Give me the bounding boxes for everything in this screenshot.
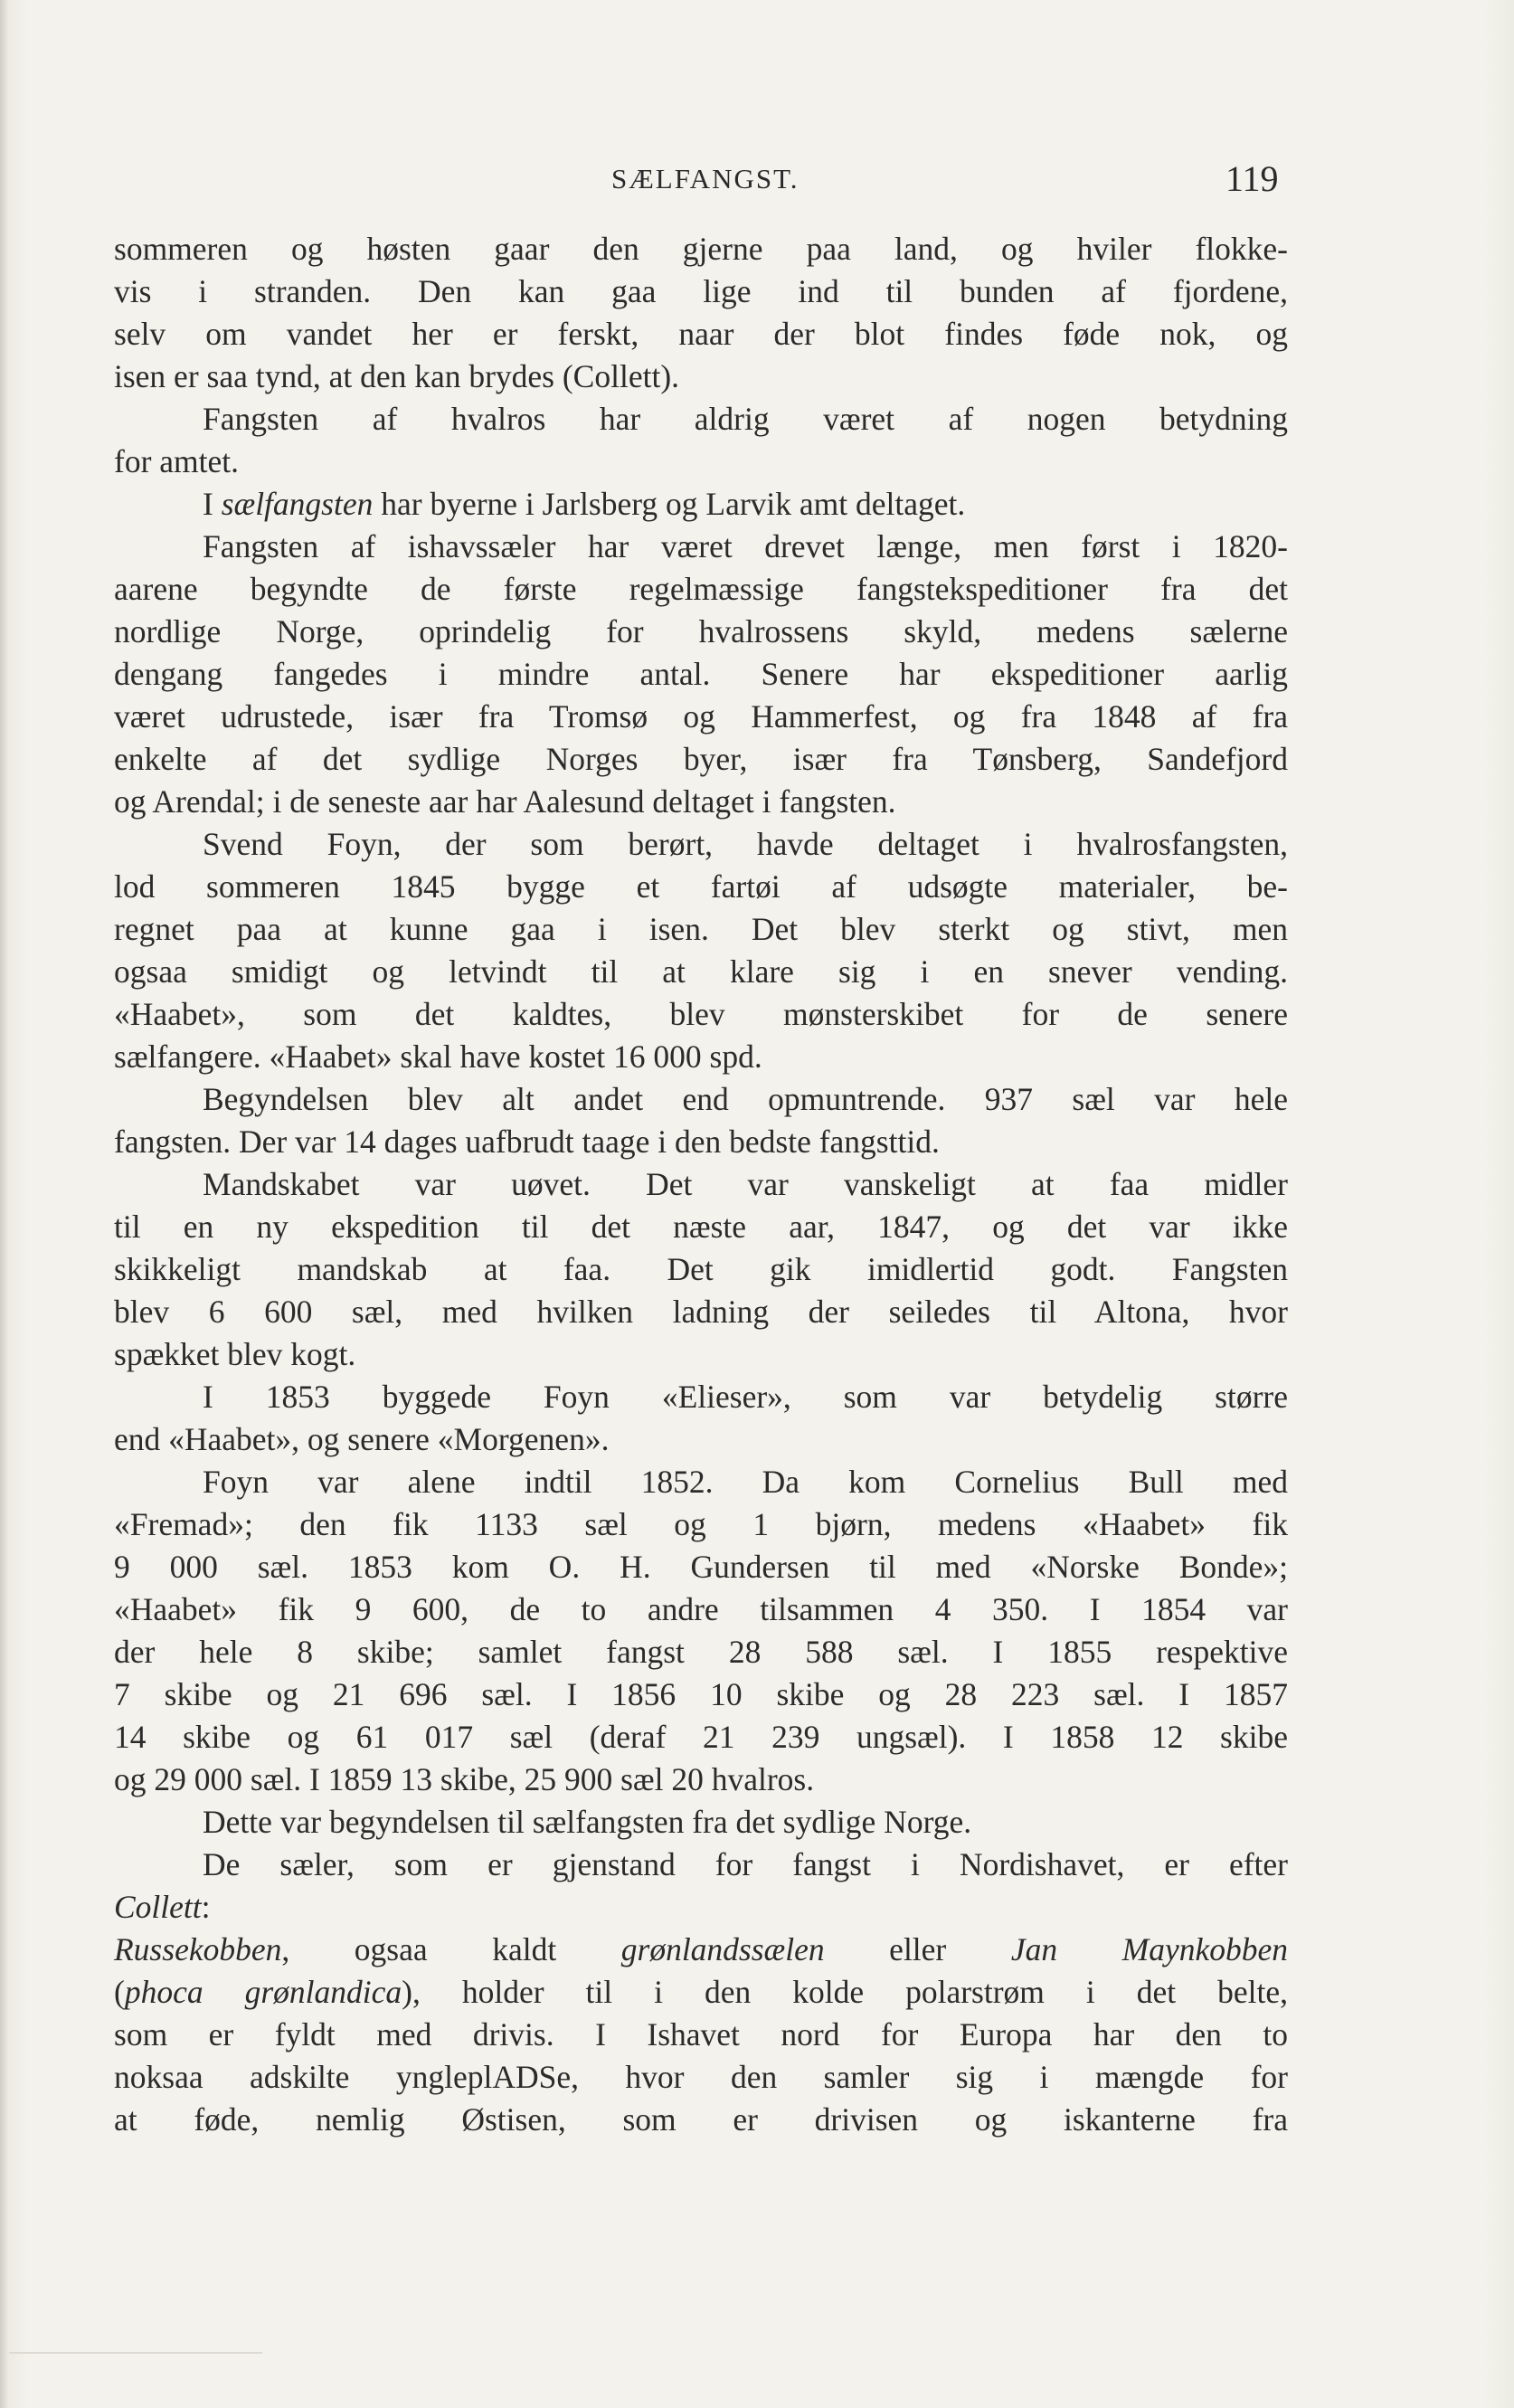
text-line: noksaa adskilte yngleplADSe, hvor den samler sig i mængde for <box>114 2059 1288 2095</box>
text-line: at føde, nemlig Østisen, som er drivisen og iskanterne fra <box>114 2101 1288 2138</box>
text-line: der hele 8 skibe; samlet fangst 28 588 sæl. I 1855 respektive <box>114 1634 1288 1670</box>
text-line: som er fyldt med drivis. I Ishavet nord for Europa har den to <box>114 2016 1288 2052</box>
text-line: enkelte af det sydlige Norges byer, især fra Tønsberg, Sandefjord <box>114 741 1288 777</box>
text-line: isen er saa tynd, at den kan brydes (Collett). <box>114 358 680 394</box>
text-line: Svend Foyn, der som berørt, havde deltaget i hvalrosfangsten, <box>203 826 1288 862</box>
text-line: Mandskabet var uøvet. Det var vanskeligt at faa midler <box>203 1166 1288 1202</box>
text-line <box>114 1929 1288 1971</box>
text-line <box>114 1886 1288 1929</box>
text-segment: ), holder til i den kolde polarstrøm i det belte, <box>402 1974 1288 2010</box>
text-line: I 1853 byggede Foyn «Elieser», som var betydelig større <box>203 1379 1288 1415</box>
text-segment: ( <box>114 1974 125 2010</box>
text-segment: I <box>203 486 222 522</box>
text-line: Fangsten af hvalros har aldrig været af nogen betydning <box>203 401 1288 437</box>
text-line: Dette var begyndelsen til sælfangsten fra det sydlige Norge. <box>203 1804 972 1840</box>
text-line: nordlige Norge, oprindelig for hvalrossens skyld, medens sælerne <box>114 613 1288 649</box>
text-line: sælfangere. «Haabet» skal have kostet 16 000 spd. <box>114 1038 762 1075</box>
text-line: Fangsten af ishavssæler har været drevet længe, men først i 1820- <box>203 528 1288 564</box>
text-line: end «Haabet», og senere «Morgenen». <box>114 1421 610 1457</box>
text-segment: , ogsaa kaldt <box>281 1931 621 1967</box>
running-title: SÆLFANGST. <box>611 163 800 194</box>
italic-term: phoca grønlandica <box>124 1974 402 2010</box>
text-line <box>114 1971 1288 2014</box>
italic-term: Collett <box>114 1889 202 1925</box>
page-number: 119 <box>1225 158 1279 199</box>
text-line: for amtet. <box>114 443 239 479</box>
text-line: regnet paa at kunne gaa i isen. Det blev sterkt og stivt, men <box>114 911 1288 947</box>
text-line: spækket blev kogt. <box>114 1336 356 1372</box>
text-line: 9 000 sæl. 1853 kom O. H. Gundersen til med «Norske Bonde»; <box>114 1549 1288 1585</box>
page-edge-mark <box>9 2352 262 2354</box>
text-line: Foyn var alene indtil 1852. Da kom Cornelius Bull med <box>203 1464 1288 1500</box>
text-segment: : <box>201 1889 211 1925</box>
italic-term: sælfangsten <box>221 486 374 522</box>
text-line: dengang fangedes i mindre antal. Senere har ekspeditioner aarlig <box>114 656 1288 692</box>
text-line <box>114 483 1288 526</box>
text-line: vis i stranden. Den kan gaa lige ind til bunden af fjordene, <box>114 273 1288 309</box>
text-line: sommeren og høsten gaar den gjerne paa land, og hviler flokke- <box>114 231 1288 267</box>
page-header <box>0 152 1514 206</box>
text-line: ogsaa smidigt og letvindt til at klare sig i en snever vending. <box>114 953 1288 990</box>
text-line: fangsten. Der var 14 dages uafbrudt taage i den bedste fangsttid. <box>114 1123 940 1160</box>
text-line: «Haabet» fik 9 600, de to andre tilsammen 4 350. I 1854 var <box>114 1591 1288 1627</box>
text-line: og 29 000 sæl. I 1859 13 skibe, 25 900 sæl 20 hvalros. <box>114 1761 815 1797</box>
page-spine-shadow <box>0 0 9 2408</box>
text-line: blev 6 600 sæl, med hvilken ladning der seiledes til Altona, hvor <box>114 1294 1288 1330</box>
text-line: aarene begyndte de første regelmæssige fangstekspeditioner fra det <box>114 571 1288 607</box>
text-segment: eller <box>824 1931 1011 1967</box>
text-line: «Haabet», som det kaldtes, blev mønsterskibet for de senere <box>114 996 1288 1032</box>
text-line: selv om vandet her er ferskt, naar der blot findes føde nok, og <box>114 316 1288 352</box>
text-line: «Fremad»; den fik 1133 sæl og 1 bjørn, medens «Haabet» fik <box>114 1506 1288 1542</box>
text-line: lod sommeren 1845 bygge et fartøi af udsøgte materialer, be- <box>114 868 1288 905</box>
body-text <box>114 228 1288 2141</box>
italic-term: Russekobben <box>114 1931 282 1967</box>
italic-term: Jan Maynkobben <box>1010 1931 1288 1967</box>
text-line: og Arendal; i de seneste aar har Aalesund deltaget i fangsten. <box>114 783 896 820</box>
italic-term: grønlandssælen <box>620 1931 825 1967</box>
text-line: Begyndelsen blev alt andet end opmuntrende. 937 sæl var hele <box>203 1081 1288 1117</box>
text-line: 14 skibe og 61 017 sæl (deraf 21 239 ungsæl). I 1858 12 skibe <box>114 1719 1288 1755</box>
text-segment: har byerne i Jarlsberg og Larvik amt deltaget. <box>373 486 966 522</box>
text-line: skikkeligt mandskab at faa. Det gik imidlertid godt. Fangsten <box>114 1251 1288 1287</box>
text-line: til en ny ekspedition til det næste aar, 1847, og det var ikke <box>114 1209 1288 1245</box>
text-line: 7 skibe og 21 696 sæl. I 1856 10 skibe og 28 223 sæl. I 1857 <box>114 1676 1288 1712</box>
text-line: været udrustede, især fra Tromsø og Hammerfest, og fra 1848 af fra <box>114 698 1288 735</box>
text-line: De sæler, som er gjenstand for fangst i Nordishavet, er efter <box>203 1846 1288 1882</box>
